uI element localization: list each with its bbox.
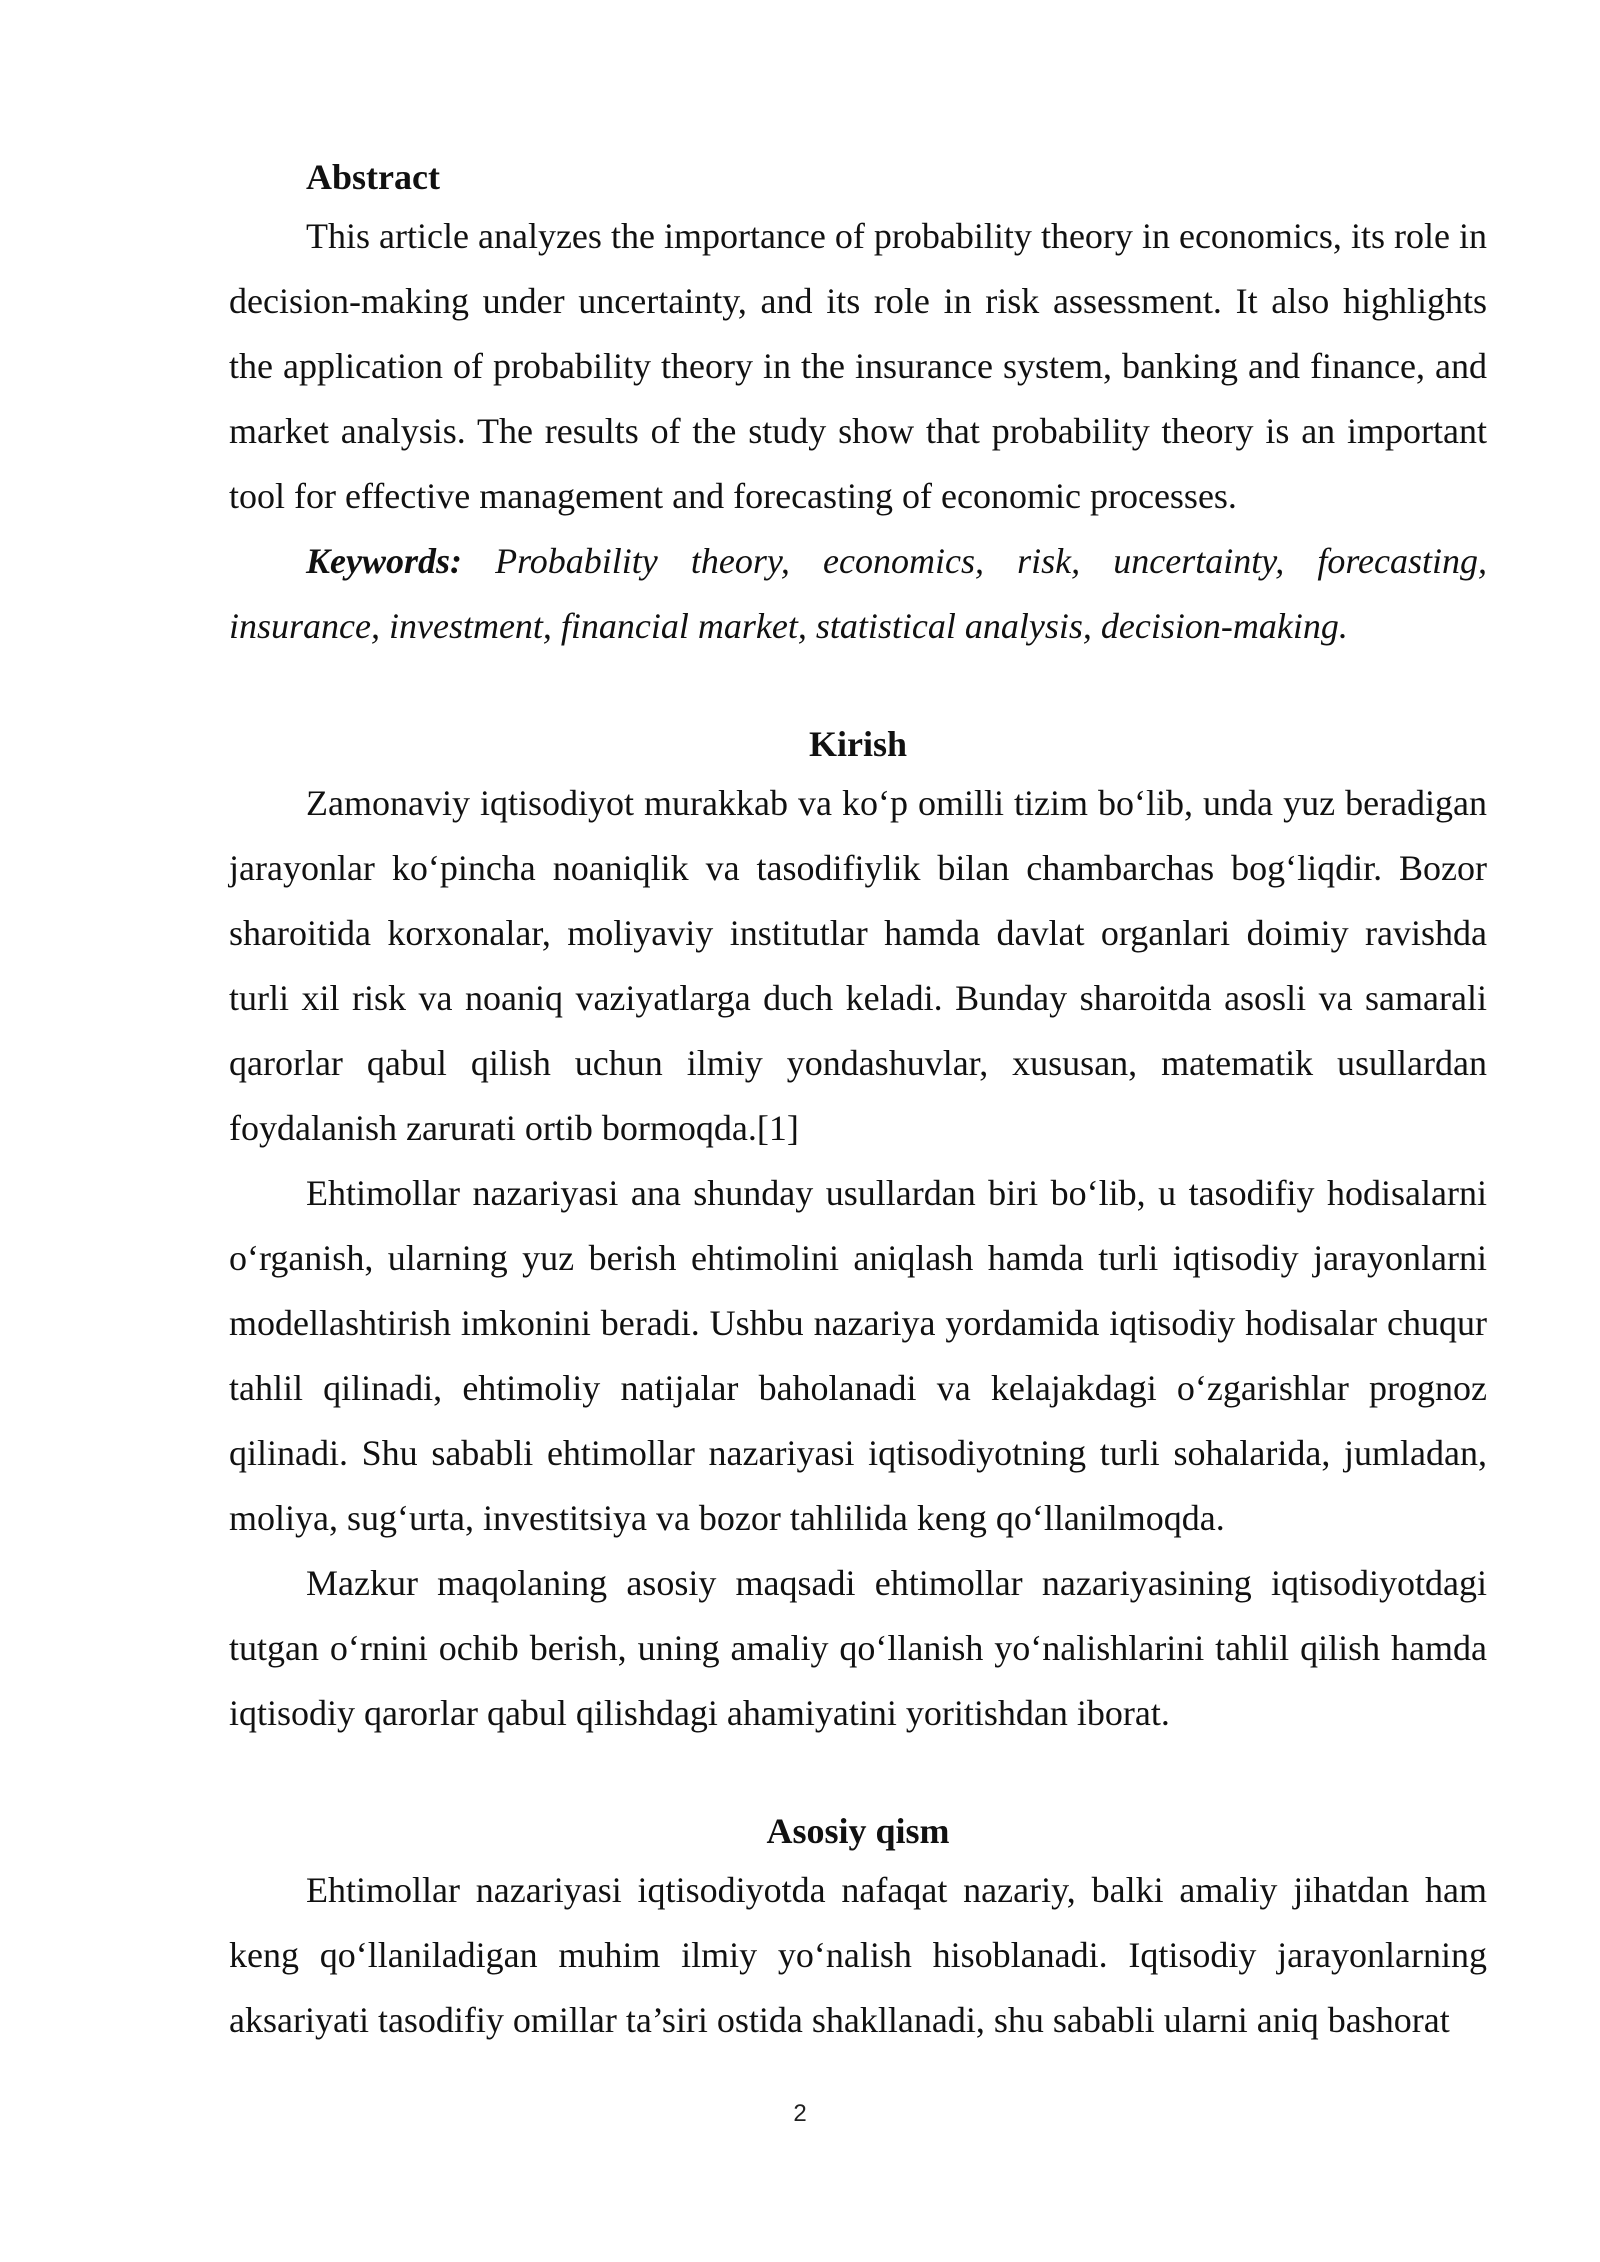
page-number: 2 [793, 2100, 807, 2127]
keywords-paragraph [229, 529, 1487, 659]
kirish-paragraph-1: Zamonaviy iqtisodiyot murakkab va ko‘p omilli tizim bo‘lib, unda yuz beradigan jarayonlar ko‘pincha noaniqlik va tasodifiylik bilan chambarchas bog‘liqdir. Bozor sharoitida korxonalar, moliyaviy institutlar hamda davlat organlari doimiy ravishda turli xil risk va noaniq vaziyatlarga duch keladi. Bunday sharoitda asosli va samarali qarorlar qabul qilish uchun ilmiy yondashuvlar, xususan, matematik usullardan foydalanish zarurati ortib bormoqda.[1] [229, 783, 1487, 1148]
page-content [229, 150, 1487, 2053]
kirish-paragraph-2: Ehtimollar nazariyasi ana shunday usullardan biri bo‘lib, u tasodifiy hodisalarni o‘rganish, ularning yuz berish ehtimolini aniqlash hamda turli iqtisodiy jarayonlarni modellashtirish imkonini beradi. Ushbu nazariya yordamida iqtisodiy hodisalar chuqur tahlil qilinadi, ehtimoliy natijalar baholanadi va kelajakdagi o‘zgarishlar prognoz qilinadi. Shu sababli ehtimollar nazariyasi iqtisodiyotning turli sohalarida, jumladan, moliya, sug‘urta, investitsiya va bozor tahlilida keng qo‘llanilmoqda. [229, 1173, 1487, 1538]
asosiy-qism-heading: Asosiy qism [766, 1811, 950, 1851]
abstract-paragraph: This article analyzes the importance of probability theory in economics, its role in decision-making under uncertainty, and its role in risk assessment. It also highlights the application of probability theory in the insurance system, banking and finance, and market analysis. The results of the study show that probability theory is an important tool for effective management and forecasting of economic processes. [229, 216, 1487, 516]
kirish-heading: Kirish [808, 724, 907, 764]
section-spacer [229, 659, 1487, 717]
kirish-paragraph-3: Mazkur maqolaning asosiy maqsadi ehtimollar nazariyasining iqtisodiyotdagi tutgan o‘rnini ochib berish, uning amaliy qo‘llanish yo‘nalishlarini tahlil qilish hamda iqtisodiy qarorlar qabul qilishdagi ahamiyatini yoritishdan iborat. [229, 1563, 1487, 1733]
keywords-label: Keywords: [306, 541, 462, 581]
asosiy-qism-paragraph: Ehtimollar nazariyasi iqtisodiyotda nafaqat nazariy, balki amaliy jihatdan ham keng qo‘llaniladigan muhim ilmiy yo‘nalish hisoblanadi. Iqtisodiy jarayonlarning aksariyati tasodifiy omillar ta’siri ostida shakllanadi, shu sababli ularni aniq bashorat [229, 1870, 1487, 2040]
section-spacer [229, 1746, 1487, 1804]
keywords-text: Probability theory, economics, risk, uncertainty, forecasting, insurance, investment, financial market, statistical analysis, decision-making. [229, 541, 1487, 646]
abstract-heading: Abstract [306, 157, 440, 197]
